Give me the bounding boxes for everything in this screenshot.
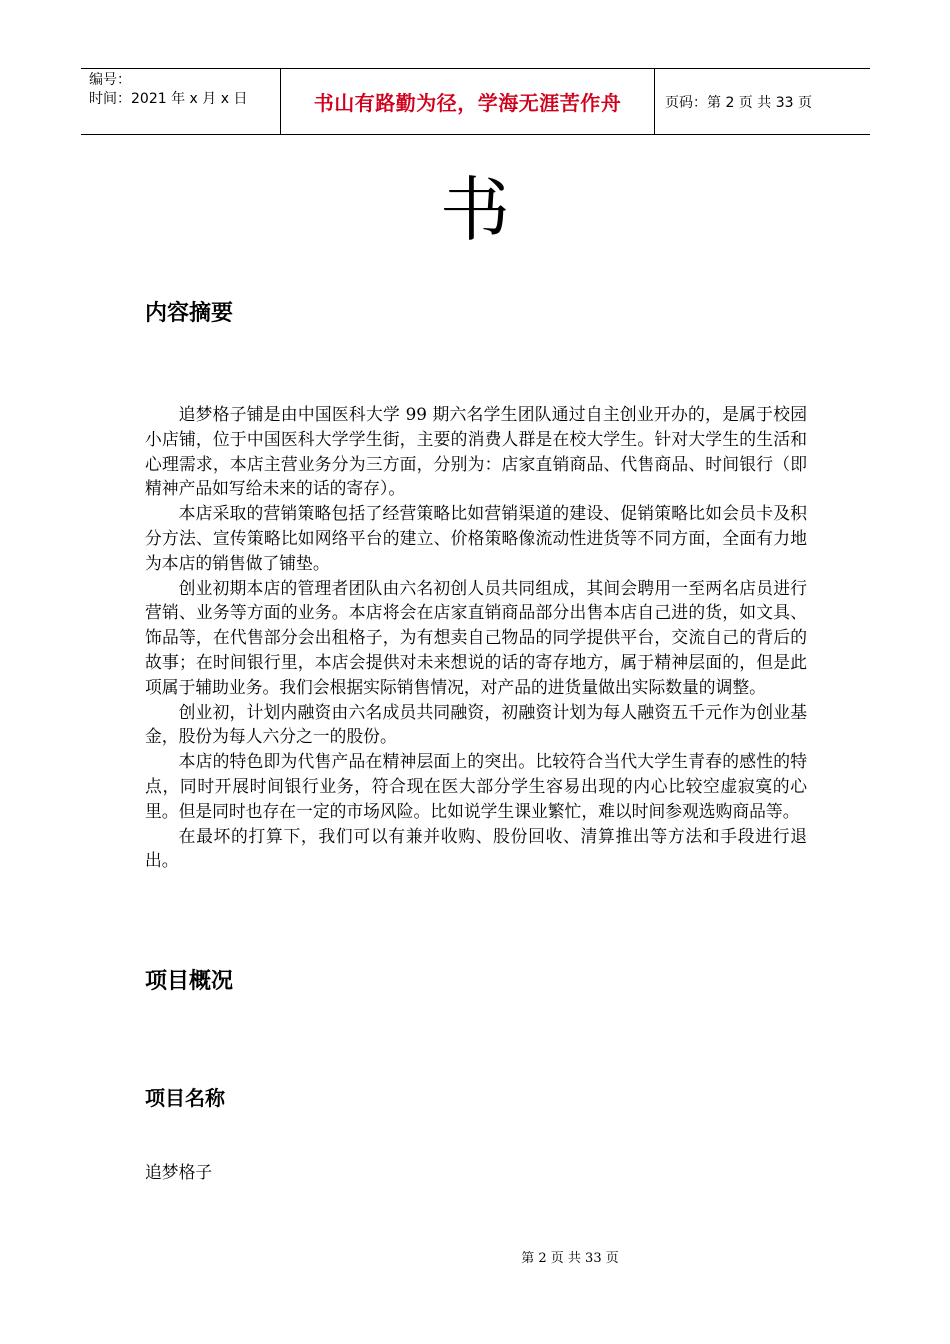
header-meta xyxy=(81,69,281,134)
cover-character: 书 xyxy=(440,169,510,251)
project-name-heading: 项目名称 xyxy=(145,1086,225,1110)
summary-paragraph: 追梦格子铺是由中国医科大学 99 期六名学生团队通过自主创业开办的，是属于校园小店铺，位于中国医科大学学生街，主要的消费人群是在校大学生。针对大学生的生活和心理需求，本店主营业务分为三方面，分别为：店家直销商品、代售商品、时间银行（即精神产品如写给未来的话的寄存）。 xyxy=(145,404,807,499)
summary-paragraph: 创业初，计划内融资由六名成员共同融资，初融资计划为每人融资五千元作为创业基金，股份为每人六分之一的股份。 xyxy=(145,701,807,747)
summary-paragraph: 本店采取的营销策略包括了经营策略比如营销渠道的建设、促销策略比如会员卡及积分方法、宣传策略比如网络平台的建立、价格策略像流动性进货等不同方面，全面有力地为本店的销售做了铺垫。 xyxy=(145,503,807,573)
summary-paragraph: 创业初期本店的管理者团队由六名初创人员共同组成，其间会聘用一至两名店员进行营销、业务等方面的业务。本店将会在店家直销商品部分出售本店自己进的货，如文具、饰品等，在代售部分会出租格子，为有想卖自己物品的同学提供平台，交流自己的背后的故事；在时间银行里，本店会提供对未来想说的话的寄存地方，属于精神层面的，但是此项属于辅助业务。我们会根据实际销售情况，对产品的进货量做出实际数量的调整。 xyxy=(145,577,807,697)
overview-heading: 项目概况 xyxy=(145,969,234,994)
document-time-label: 时间：2021 年 x 月 x 日 xyxy=(89,91,248,107)
document-number-label: 编号： xyxy=(89,72,131,88)
summary-heading: 内容摘要 xyxy=(145,301,234,326)
header-motto: 书山有路勤为径，学海无涯苦作舟 xyxy=(281,69,655,134)
page-footer: 第 2 页 共 33 页 xyxy=(521,1251,619,1266)
project-name-value: 追梦格子 xyxy=(145,1162,213,1182)
summary-body xyxy=(145,402,807,873)
header-table xyxy=(81,68,870,135)
summary-paragraph: 在最坏的打算下，我们可以有兼并收购、股份回收、清算推出等方法和手段进行退出。 xyxy=(145,825,807,871)
header-page-info: 页码：第 2 页 共 33 页 xyxy=(665,94,812,111)
summary-paragraph: 本店的特色即为代售产品在精神层面上的突出。比较符合当代大学生青春的感性的特点，同时开展时间银行业务，符合现在医大部分学生容易出现的内心比较空虚寂寞的心里。但是同时也存在一定的市场风险。比如说学生课业繁忙，难以时间参观选购商品等。 xyxy=(145,751,807,821)
